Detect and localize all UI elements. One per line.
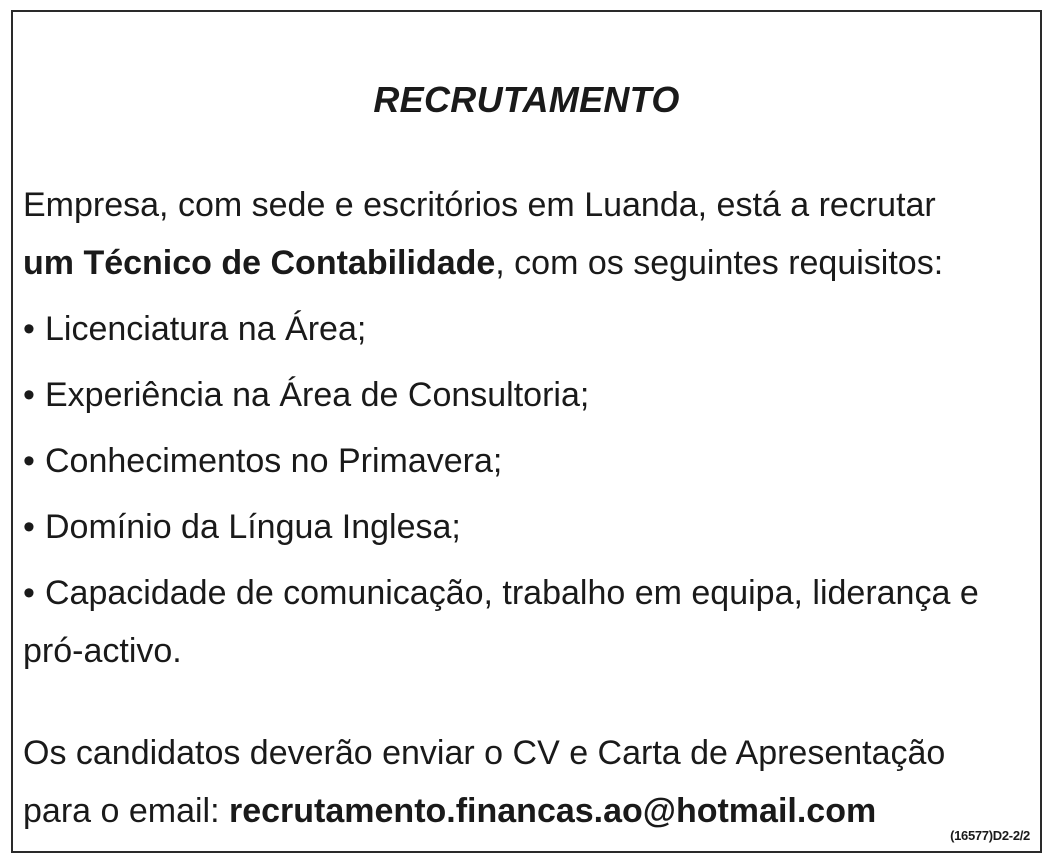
requirement-item [23, 366, 1032, 432]
closing-line-1: Os candidatos deverão enviar o CV e Carta de Apresentação [23, 734, 946, 772]
ad-title: RECRUTAMENTO [373, 79, 680, 120]
requirement-item [23, 300, 1032, 366]
intro-line-2 [23, 234, 1032, 292]
requirement-text: Licenciatura na Área; [45, 310, 367, 348]
bullet-icon: • [23, 574, 35, 612]
requirement-text: Experiência na Área de Consultoria; [45, 376, 590, 414]
bullet-icon: • [23, 442, 35, 480]
requirement-text: Capacidade de comunicação, trabalho em equipa, liderança e pró-activo. [23, 574, 979, 670]
job-ad-frame [11, 10, 1042, 853]
bullet-icon: • [23, 376, 35, 414]
contact-email: recrutamento.financas.ao@hotmail.com [229, 792, 877, 830]
bullet-icon: • [23, 508, 35, 546]
reference-code: (16577)D2-2/2 [950, 828, 1030, 843]
requirement-text: Conhecimentos no Primavera; [45, 442, 503, 480]
closing-paragraph [23, 724, 1032, 840]
email-prefix: para o email: [23, 792, 229, 830]
intro-paragraph [23, 176, 1032, 292]
requirement-item [23, 564, 1032, 680]
intro-line-2-rest: , com os seguintes requisitos: [495, 244, 944, 282]
intro-line-1: Empresa, com sede e escritórios em Luanda, está a recrutar [23, 186, 936, 224]
requirement-item [23, 498, 1032, 564]
requirement-item [23, 432, 1032, 498]
position-title: um Técnico de Contabilidade [23, 244, 496, 282]
requirement-text: Domínio da Língua Inglesa; [45, 508, 461, 546]
requirements-list [23, 300, 1032, 680]
closing-line-2 [23, 782, 1032, 840]
bullet-icon: • [23, 310, 35, 348]
